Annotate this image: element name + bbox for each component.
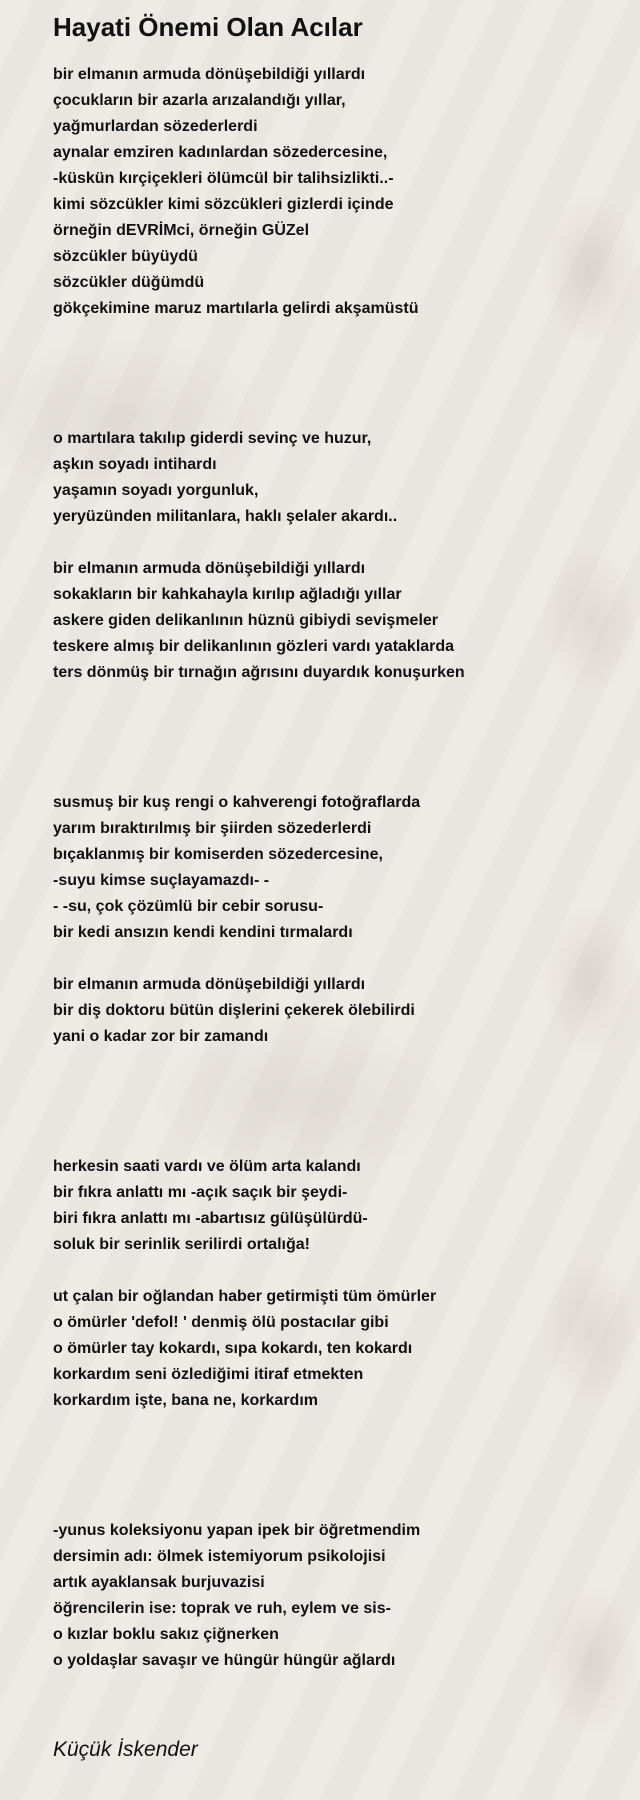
poem-line: yani o kadar zor bir zamandı [53, 1028, 269, 1045]
poem-line: aşkın soyadı intihardı [53, 456, 217, 473]
poem-line: dersimin adı: ölmek istemiyorum psikolojisi [53, 1548, 386, 1565]
poem-line: kimi sözcükler kimi sözcükleri gizlerdi içinde [53, 196, 394, 213]
poem-line: artık ayaklansak burjuvazisi [53, 1574, 265, 1591]
stanza-gap [53, 1258, 613, 1284]
poem-line: biri fıkra anlattı mı -abartısız gülüşülürdü- [53, 1210, 368, 1227]
poem-line: bir elmanın armuda dönüşebildiği yıllardı [53, 66, 366, 83]
poem-line: ters dönmüş bir tırnağın ağrısını duyardık konuşurken [53, 664, 465, 681]
poem-line: bir fıkra anlattı mı -açık saçık bir şeydi- [53, 1184, 348, 1201]
poem-line: soluk bir serinlik serilirdi ortalığa! [53, 1236, 310, 1253]
poem-line: o kızlar boklu sakız çiğnerken [53, 1626, 279, 1643]
poem-line: bir elmanın armuda dönüşebildiği yıllardı [53, 976, 366, 993]
stanza-gap [53, 322, 613, 426]
poem-line: çocukların bir azarla arızalandığı yıllar, [53, 92, 346, 109]
stanza-gap [53, 1050, 613, 1154]
stanza-1 [53, 62, 613, 322]
poem-page [53, 10, 613, 1674]
poem-line: yaşamın soyadı yorgunluk, [53, 482, 259, 499]
poem-line: korkardım seni özlediğimi itiraf etmekten [53, 1366, 364, 1383]
stanza-gap [53, 1414, 613, 1518]
stanza-gap [53, 686, 613, 790]
stanza-gap [53, 946, 613, 972]
poem-line: bir diş doktoru bütün dişlerini çekerek ölebilirdi [53, 1002, 415, 1019]
poem-line: -suyu kimse suçlayamazdı- - [53, 872, 270, 889]
poem-line: o yoldaşlar savaşır ve hüngür hüngür ağlardı [53, 1652, 396, 1669]
poem-line: susmuş bir kuş rengi o kahverengi fotoğraflarda [53, 794, 421, 811]
stanza-5 [53, 972, 613, 1050]
poem-line: -yunus koleksiyonu yapan ipek bir öğretmendim [53, 1522, 421, 1539]
poem-line: yarım bıraktırılmış bir şiirden sözederlerdi [53, 820, 372, 837]
poem-line: o ömürler 'defol! ' denmiş ölü postacılar gibi [53, 1314, 389, 1331]
poem-line: sözcükler düğümdü [53, 274, 205, 291]
poem-line: örneğin dEVRİMci, örneğin GÜZel [53, 222, 310, 239]
poem-line: bir elmanın armuda dönüşebildiği yıllardı [53, 560, 366, 577]
poem-line: bir kedi ansızın kendi kendini tırmalardı [53, 924, 353, 941]
stanza-2 [53, 426, 613, 530]
poem-line: bıçaklanmış bir komiserden sözedercesine, [53, 846, 383, 863]
poem-line: sokakların bir kahkahayla kırılıp ağladığı yıllar [53, 586, 402, 603]
stanza-7 [53, 1284, 613, 1414]
poem-author: Küçük İskender [53, 1738, 198, 1761]
poem-line: - -su, çok çözümlü bir cebir sorusu- [53, 898, 324, 915]
stanza-3 [53, 556, 613, 686]
poem-line: -küskün kırçiçekleri ölümcül bir talihsizlikti..- [53, 170, 394, 187]
poem-line: gökçekimine maruz martılarla gelirdi akşamüstü [53, 300, 419, 317]
poem-line: sözcükler büyüydü [53, 248, 198, 265]
stanza-6 [53, 1154, 613, 1258]
poem-line: o ömürler tay kokardı, sıpa kokardı, ten kokardı [53, 1340, 413, 1357]
stanza-gap [53, 530, 613, 556]
poem-line: teskere almış bir delikanlının gözleri vardı yataklarda [53, 638, 455, 655]
poem-line: ut çalan bir oğlandan haber getirmişti tüm ömürler [53, 1288, 437, 1305]
poem-title: Hayati Önemi Olan Acılar [53, 12, 363, 42]
stanza-8 [53, 1518, 613, 1674]
stanza-4 [53, 790, 613, 946]
poem-line: askere giden delikanlının hüznü gibiydi sevişmeler [53, 612, 439, 629]
poem-line: aynalar emziren kadınlardan sözedercesine, [53, 144, 388, 161]
poem-line: korkardım işte, bana ne, korkardım [53, 1392, 318, 1409]
poem-line: o martılara takılıp giderdi sevinç ve huzur, [53, 430, 372, 447]
poem-line: öğrencilerin ise: toprak ve ruh, eylem ve sis- [53, 1600, 391, 1617]
poem-line: herkesin saati vardı ve ölüm arta kalandı [53, 1158, 361, 1175]
poem-line: yeryüzünden militanlara, haklı şelaler akardı.. [53, 508, 398, 525]
poem-line: yağmurlardan sözederlerdi [53, 118, 258, 135]
